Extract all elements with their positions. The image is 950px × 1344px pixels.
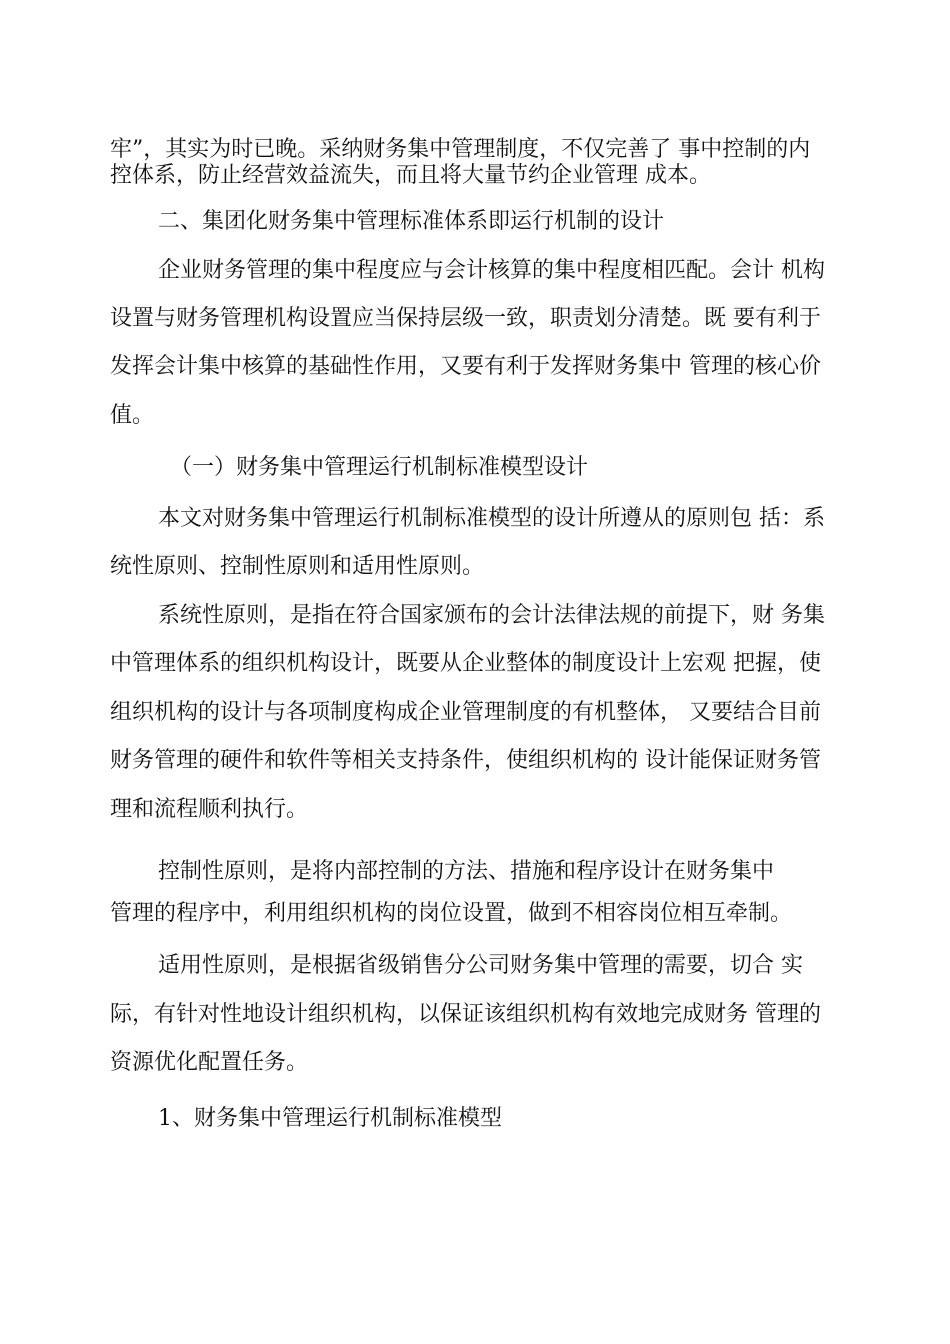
body-text-line: 系统性原则，是指在符合国家颁布的会计法律法规的前提下，财 务集 — [158, 603, 825, 628]
body-text-line: 发挥会计集中核算的基础性作用，又要有利于发挥财务集中 管理的核心价 — [110, 354, 821, 379]
body-text-line: 值。 — [110, 403, 155, 428]
body-text-line: 中管理体系的组织机构设计，既要从企业整体的制度设计上宏观 把握，使 — [110, 651, 821, 676]
body-text-line: 本文对财务集中管理运行机制标准模型的设计所遵从的原则包 括：系 — [158, 506, 825, 531]
subsection-heading: （一）财务集中管理运行机制标准模型设计 — [170, 455, 589, 480]
body-text-line: 际，有针对性地设计组织机构，以保证该组织机构有效地完成财务 管理的 — [110, 1002, 821, 1027]
body-text-line: 牢”，其实为时已晚。采纳财务集中管理制度，不仅完善了 事中控制的内 — [110, 137, 811, 162]
body-text-line: 管理的程序中，利用组织机构的岗位设置，做到不相容岗位相互牵制。 — [110, 901, 793, 926]
body-text-line: 组织机构的设计与各项制度构成企业管理制度的有机整体， 又要结合目前 — [110, 700, 821, 725]
body-text-line: 统性原则、控制性原则和适用性原则。 — [110, 554, 485, 579]
body-text-line: 资源优化配置任务。 — [110, 1050, 309, 1075]
body-text-line: 适用性原则，是根据省级销售分公司财务集中管理的需要，切合 实 — [158, 953, 803, 978]
numbered-heading: 1、财务集中管理运行机制标准模型 — [158, 1106, 502, 1131]
body-text-line: 设置与财务管理机构设置应当保持层级一致，职责划分清楚。既 要有利于 — [110, 306, 821, 331]
body-text-line: 企业财务管理的集中程度应与会计核算的集中程度相匹配。会计 机构 — [158, 258, 825, 283]
body-text-line: 控制性原则，是将内部控制的方法、措施和程序设计在财务集中 — [158, 859, 775, 884]
section-heading: 二、集团化财务集中管理标准体系即运行机制的设计 — [158, 209, 665, 234]
body-text-line: 理和流程顺利执行。 — [110, 797, 309, 822]
body-text-line: 控体系，防止经营效益流失，而且将大量节约企业管理 成本。 — [110, 163, 711, 188]
body-text-line: 财务管理的硬件和软件等相关支持条件，使组织机构的 设计能保证财务管 — [110, 748, 821, 773]
